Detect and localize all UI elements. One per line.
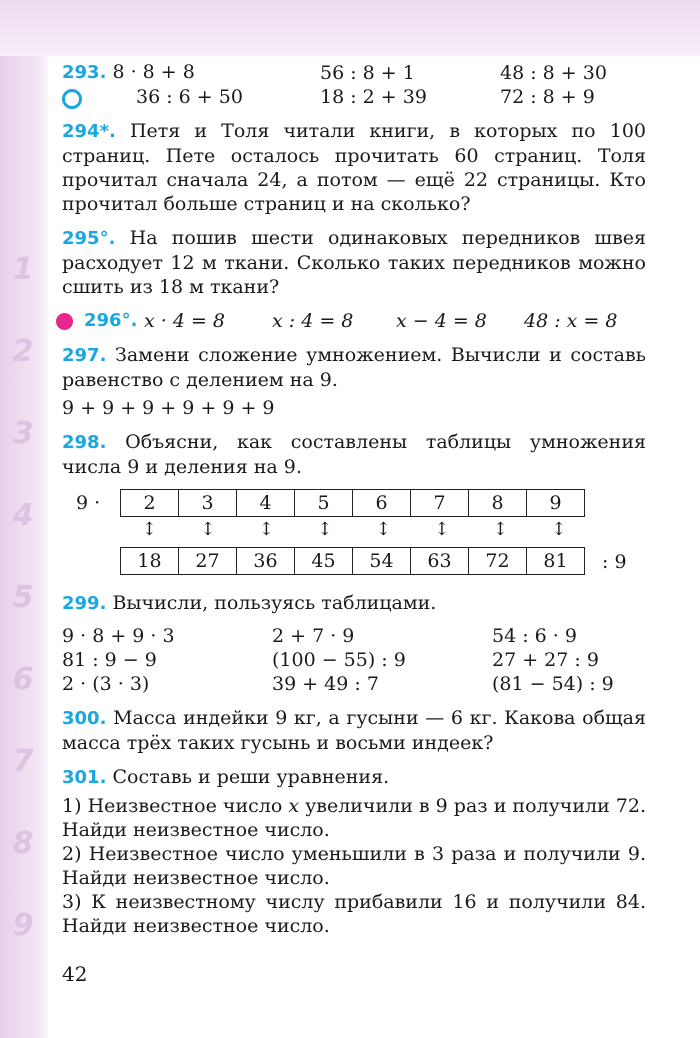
equation: x − 4 = 8	[396, 310, 487, 332]
problem-number: 294*.	[62, 121, 116, 142]
problem-299	[62, 591, 646, 616]
problem-number: 296°.	[84, 310, 138, 331]
margin-number: 1	[12, 252, 34, 287]
expression: 36 : 6 + 50	[136, 86, 243, 108]
sub-item-text: Неизвестное число	[87, 795, 289, 817]
pink-dot-icon	[56, 313, 73, 330]
expression: 2 · (3 · 3)	[62, 673, 150, 695]
problem-294	[62, 119, 646, 216]
problem-number: 297.	[62, 345, 107, 366]
table-cell: 72	[469, 548, 527, 575]
double-arrow-icon: ↕	[492, 519, 508, 540]
expression: 9 + 9 + 9 + 9 + 9 + 9	[62, 397, 275, 419]
table-cell: 45	[295, 548, 353, 575]
table-cell: 3	[179, 490, 237, 517]
problem-text: Объясни, как составлены таблицы умножения числа 9 и деления на 9.	[62, 431, 646, 478]
arrow-row	[120, 521, 588, 539]
problem-297	[62, 343, 646, 392]
expression: (100 − 55) : 9	[272, 649, 406, 671]
table-cell: 9	[527, 490, 585, 517]
problem-text: Составь и реши уравнения.	[112, 766, 390, 788]
problem-293	[62, 60, 646, 109]
top-band	[0, 0, 700, 56]
double-arrow-icon: ↕	[375, 519, 391, 540]
expression: 39 + 49 : 7	[272, 673, 379, 695]
table-cell: 4	[237, 490, 295, 517]
expression: 56 : 8 + 1	[320, 61, 415, 84]
problem-298	[62, 430, 646, 479]
sub-item-text: К неизвестному числу прибавили 16 и получили 84. Найди неизвестное число.	[62, 891, 646, 937]
problem-300	[62, 706, 646, 755]
mult-label: 9 ·	[76, 492, 101, 514]
problem-295	[62, 226, 646, 299]
table-cell: 54	[353, 548, 411, 575]
problem-text: Замени сложение умножением. Вычисли и составь равенство с делением на 9.	[62, 344, 647, 391]
problem-number: 295°.	[62, 228, 116, 249]
expression: 27 + 27 : 9	[492, 649, 599, 671]
problem-number: 300.	[62, 708, 107, 729]
expression: 9 · 8 + 9 · 3	[62, 625, 175, 647]
top-row-table	[120, 489, 585, 517]
margin-number: 4	[12, 498, 34, 533]
table-cell: 36	[237, 548, 295, 575]
equation: 48 : x = 8	[524, 310, 618, 332]
margin-number: 7	[12, 744, 34, 779]
table-cell: 5	[295, 490, 353, 517]
table-cell: 7	[411, 490, 469, 517]
variable: x	[288, 795, 300, 817]
problem-text: На пошив шести одинаковых передников швея расходует 12 м ткани. Сколько таких передников можно сшить из 18 м ткани?	[62, 227, 647, 298]
double-arrow-icon: ↕	[141, 519, 157, 540]
problem-301	[62, 765, 646, 790]
sub-item-number: 3)	[62, 891, 82, 913]
multiplication-table	[62, 489, 646, 581]
table-cell: 81	[527, 548, 585, 575]
expressions-grid	[62, 624, 646, 696]
double-arrow-icon: ↕	[317, 519, 333, 540]
problem-text: Петя и Толя читали книги, в которых по 100 страниц. Пете осталось прочитать 60 страниц. Толя прочитал сначала 24, а потом — ещё 22 страницы. Кто прочитал больше страниц и на сколько?	[62, 120, 646, 215]
problem-number: 298.	[62, 432, 107, 453]
left-margin-band	[0, 56, 48, 1038]
margin-number: 6	[12, 662, 34, 697]
table-cell: 2	[121, 490, 179, 517]
sub-item-number: 1)	[62, 795, 82, 817]
margin-number: 9	[12, 908, 34, 943]
table-cell: 63	[411, 548, 469, 575]
equation: x : 4 = 8	[272, 310, 354, 332]
double-arrow-icon: ↕	[434, 519, 450, 540]
margin-number: 5	[12, 580, 34, 615]
problem-296	[62, 309, 646, 333]
sub-item-number: 2)	[62, 843, 82, 865]
expression: (81 − 54) : 9	[492, 673, 614, 695]
margin-number: 2	[12, 334, 34, 369]
problem-number: 301.	[62, 767, 107, 788]
margin-number: 8	[12, 826, 34, 861]
expression: 48 : 8 + 30	[500, 61, 607, 84]
page-content	[62, 60, 646, 938]
sub-item-text: Неизвестное число уменьшили в 3 раза и получили 9. Найди неизвестное число.	[62, 843, 646, 889]
expression: 8 · 8 + 8	[112, 61, 195, 83]
table-cell: 8	[469, 490, 527, 517]
table-cell: 27	[179, 548, 237, 575]
expression: 18 : 2 + 39	[320, 86, 427, 108]
problem-number: 299.	[62, 593, 107, 614]
double-arrow-icon: ↕	[551, 519, 567, 540]
expression: 54 : 6 · 9	[492, 625, 577, 647]
double-arrow-icon: ↕	[258, 519, 274, 540]
sub-item-1	[62, 794, 646, 842]
expression: 81 : 9 − 9	[62, 649, 157, 671]
expression: 2 + 7 · 9	[272, 625, 355, 647]
circle-icon	[62, 89, 82, 109]
bottom-row-table	[120, 547, 585, 575]
problem-text: Вычисли, пользуясь таблицами.	[112, 592, 437, 614]
margin-number: 3	[12, 416, 34, 451]
page-number: 42	[62, 962, 88, 986]
sub-item-2	[62, 842, 646, 890]
problem-number: 293.	[62, 62, 107, 83]
sub-item-text: увеличили в 9 раз и получили 72. Найди неизвестное число.	[62, 795, 646, 841]
table-cell: 6	[353, 490, 411, 517]
equation: x · 4 = 8	[144, 310, 226, 332]
problem-text: Масса индейки 9 кг, а гусыни — 6 кг. Какова общая масса трёх таких гусынь и восьми индеек?	[62, 707, 646, 754]
table-cell: 18	[121, 548, 179, 575]
div-label: : 9	[602, 551, 627, 573]
expression: 72 : 8 + 9	[500, 86, 595, 108]
sub-item-3	[62, 890, 646, 938]
double-arrow-icon: ↕	[200, 519, 216, 540]
